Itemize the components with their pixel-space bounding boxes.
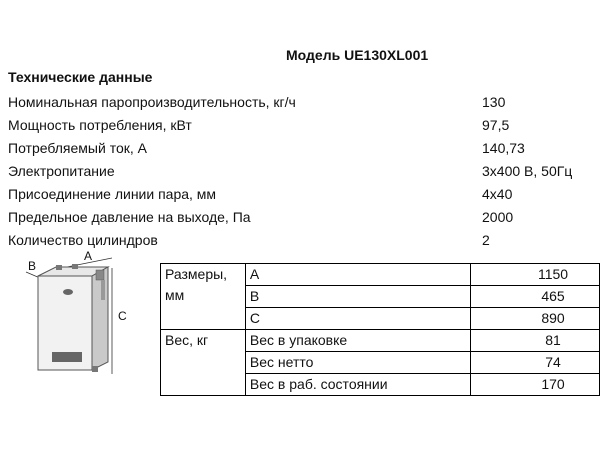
- spec-label: Количество цилиндров: [8, 232, 158, 248]
- table-key-cell: Вес в упаковке: [245, 330, 470, 352]
- table-row: [161, 264, 600, 286]
- table-key-cell: A: [245, 264, 470, 286]
- spec-value: 2000: [482, 209, 514, 225]
- table-key-cell: Вес нетто: [245, 352, 470, 374]
- spec-label: Потребляемый ток, А: [8, 140, 147, 156]
- table-value-cell: 890: [471, 308, 600, 330]
- spec-row: [8, 91, 588, 114]
- spec-row: [8, 229, 588, 252]
- spec-value: 2: [482, 232, 490, 248]
- table-value-cell: 1150: [471, 264, 600, 286]
- spec-label: Мощность потребления, кВт: [8, 117, 192, 133]
- table-value-cell: 74: [471, 352, 600, 374]
- table-key-cell: Вес в раб. состоянии: [245, 374, 470, 396]
- spec-value: 97,5: [482, 117, 510, 133]
- spec-label: Электропитание: [8, 163, 115, 179]
- table-value-cell: 465: [471, 286, 600, 308]
- dimension-a-label: A: [84, 250, 93, 263]
- humidifier-dimension-diagram: [12, 250, 144, 380]
- spec-value: 130: [482, 94, 506, 110]
- dimensions-weight-table: [160, 263, 600, 396]
- section-title: Технические данные: [8, 69, 153, 85]
- size-group-label-line1: Размеры,: [165, 266, 228, 282]
- spec-label: Номинальная паропроизводительность, кг/ч: [8, 94, 296, 110]
- spec-label: Предельное давление на выходе, Па: [8, 209, 251, 225]
- dimension-c-label: C: [118, 309, 127, 323]
- size-group-label-line2: мм: [165, 287, 185, 303]
- spec-row: [8, 183, 588, 206]
- table-key-cell: B: [245, 286, 470, 308]
- weight-group-cell: Вес, кг: [161, 330, 246, 396]
- table-row: [161, 330, 600, 352]
- spec-row: [8, 114, 588, 137]
- table-value-cell: 170: [471, 374, 600, 396]
- spec-row: [8, 137, 588, 160]
- spec-value: 140,73: [482, 140, 525, 156]
- humidifier-unit-icon: [38, 264, 108, 372]
- spec-value: 4х40: [482, 186, 513, 202]
- spec-row: [8, 206, 588, 229]
- model-title: Модель UE130XL001: [286, 47, 429, 63]
- spec-row: [8, 160, 588, 183]
- spec-label: Присоединение линии пара, мм: [8, 186, 217, 202]
- table-value-cell: 81: [471, 330, 600, 352]
- table-key-cell: C: [245, 308, 470, 330]
- dimension-b-label: B: [28, 259, 37, 273]
- spec-value: 3х400 В, 50Гц: [482, 163, 573, 179]
- spec-list: [8, 91, 588, 252]
- size-group-cell: [161, 264, 246, 330]
